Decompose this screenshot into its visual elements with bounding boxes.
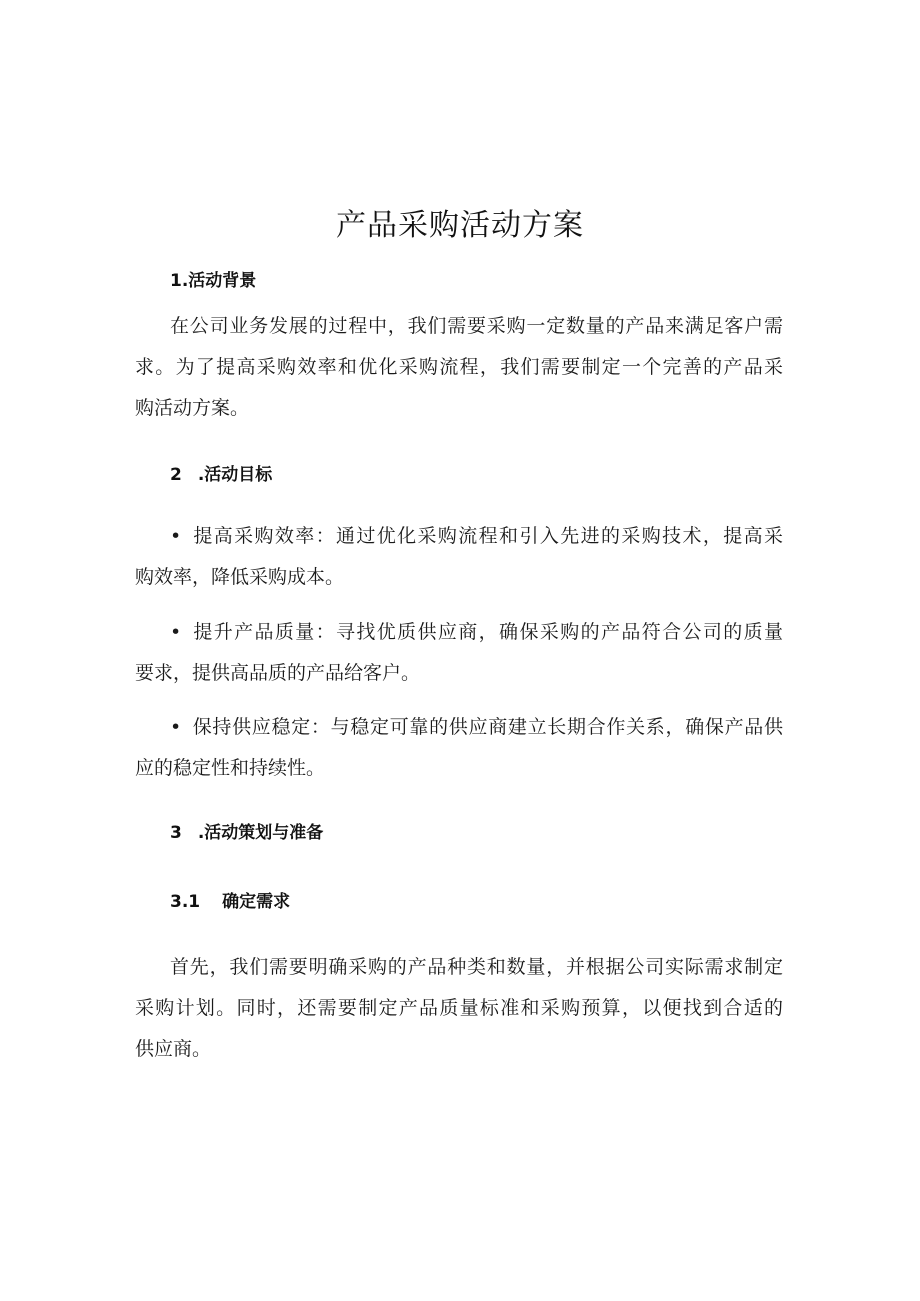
heading-number: 2 <box>170 465 182 485</box>
bullet-line: • 保持供应稳定：与稳定可靠的供应商建立长期合作关系，确保产品供 <box>135 707 783 748</box>
paragraph-line: 求。为了提高采购效率和优化采购流程，我们需要制定一个完善的产品采 <box>135 356 783 378</box>
document-title: 产品采购活动方案 <box>336 208 584 243</box>
subsection-heading-requirements <box>170 887 290 912</box>
paragraph-line: 购活动方案。 <box>135 397 250 419</box>
goal-bullet-1 <box>135 516 783 598</box>
bullet-line: 要求，提供高品质的产品给客户。 <box>135 662 421 684</box>
requirements-paragraph <box>135 947 783 1070</box>
heading-number: 3 <box>170 823 182 843</box>
paragraph-line: 供应商。 <box>135 1038 212 1060</box>
section-heading-planning <box>170 818 323 843</box>
heading-text: .活动目标 <box>197 465 273 485</box>
background-paragraph <box>135 306 783 429</box>
section-heading-goals <box>170 460 272 485</box>
bullet-line: 应的稳定性和持续性。 <box>135 757 326 779</box>
paragraph-line: 采购计划。同时，还需要制定产品质量标准和采购预算，以便找到合适的 <box>135 997 783 1019</box>
bullet-icon: • <box>170 525 182 547</box>
bullet-line: • 提升产品质量：寻找优质供应商，确保采购的产品符合公司的质量 <box>135 612 783 653</box>
goal-bullet-2 <box>135 612 783 694</box>
heading-number: 3.1 <box>170 892 201 912</box>
bullet-line: • 提高采购效率：通过优化采购流程和引入先进的采购技术，提高采 <box>135 516 783 557</box>
bullet-icon: • <box>170 716 182 738</box>
bullet-icon: • <box>170 621 182 643</box>
goal-bullet-3 <box>135 707 783 789</box>
paragraph-line: 首先，我们需要明确采购的产品种类和数量，并根据公司实际需求制定 <box>170 956 783 978</box>
heading-text: 确定需求 <box>222 892 291 912</box>
paragraph-line: 在公司业务发展的过程中，我们需要采购一定数量的产品来满足客户需 <box>170 315 783 337</box>
bullet-line: 购效率，降低采购成本。 <box>135 566 345 588</box>
section-heading-background: 1.活动背景 <box>170 271 257 291</box>
heading-text: .活动策划与准备 <box>197 823 324 843</box>
